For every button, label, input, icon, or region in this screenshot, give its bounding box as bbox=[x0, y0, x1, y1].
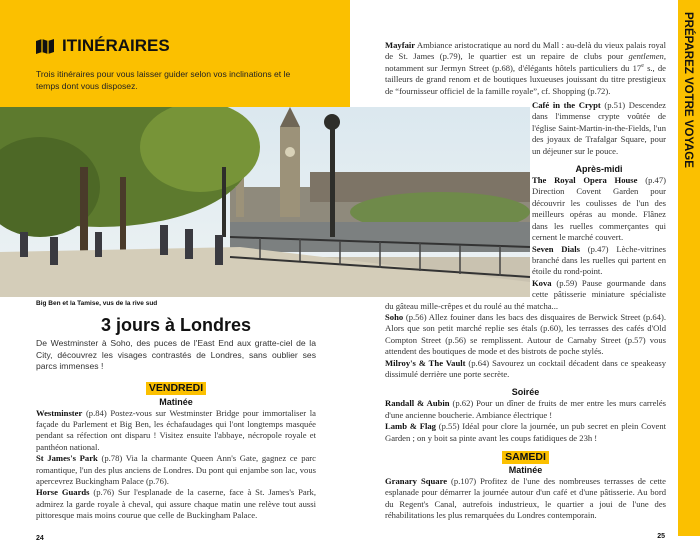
entry-text: (p.47) Lèche-vitrines branché dans les ruelles qui partent en étoile du rond-point. bbox=[532, 243, 666, 277]
entry-text: Ambiance aristocratique au nord du Mall : au-delà du vieux palais royal de St. James (p.79), le quartier est un repaire de clubs pour bbox=[385, 40, 666, 62]
photo-caption: Big Ben et la Tamise, vus de la rive sud bbox=[36, 300, 158, 307]
side-tab-label: PRÉPAREZ VOTRE VOYAGE bbox=[682, 12, 694, 168]
entry-lamb-flag bbox=[385, 421, 666, 444]
entry-text: (p.56) Allez fouiner dans les bacs des disquaires de Berwick Street bbox=[403, 311, 641, 322]
entry-name: Mayfair bbox=[385, 40, 416, 50]
period-heading: Soirée bbox=[511, 387, 540, 398]
entry-text: (p.62) Pour un dîner de fruits de mer entre les murs carrelés d'une ancienne boucherie. Ambiance électrique ! bbox=[385, 398, 666, 420]
entry-text: (p.107) Profitez de l'une des nombreuses terrasses de cette esplanade pour démarrer la journée autour d'un café et d'une pâtisserie. Au bord du Regent's Canal, autrefois industrieux, le quartier a joui de l'une des réhabilitations les plus remarquées du Londres contemporain. bbox=[385, 476, 666, 521]
itinerary-heading: 3 jours à Londres bbox=[100, 315, 252, 335]
entry-soho bbox=[385, 312, 666, 358]
period-heading: Matinée bbox=[508, 465, 543, 475]
right-page-flow bbox=[385, 40, 666, 541]
entry-text: (p.59) Pause gourmande dans cette pâtisserie miniature spécialiste du gâteau mille-crêpes et du roulé au thé matcha... bbox=[385, 277, 666, 311]
section-intro: Trois itinéraires pour vous laisser guider selon vos inclinations et le temps dont vous disposez. bbox=[36, 69, 291, 91]
entry-soho-continued: (p.64). Alors que son petit marché replie ses étals (p.60), les terrasses des cafés d'Old Compton Street (p.56) se remplissent. Autour de Carnaby Street (p.57) vous attendent des boutiques de mode et des bistrots de poche stylés. bbox=[385, 311, 666, 357]
itinerary-entries bbox=[36, 408, 316, 522]
entry-italic: gentlemen bbox=[628, 51, 664, 62]
superscript: e bbox=[641, 62, 644, 69]
map-icon bbox=[36, 39, 54, 54]
left-page-flow bbox=[36, 299, 316, 543]
entry-name: Milroy's & The Vault bbox=[385, 357, 466, 368]
entry-horse-guards bbox=[36, 487, 316, 521]
day-badge: VENDREDI bbox=[146, 382, 206, 395]
entry-mayfair bbox=[385, 40, 666, 97]
entry-granary-square bbox=[385, 476, 666, 522]
page-number-right: 25 bbox=[657, 532, 665, 540]
period-heading: Matinée bbox=[159, 396, 193, 407]
entry-name: Soho bbox=[385, 311, 404, 322]
page-number-left: 24 bbox=[36, 534, 44, 542]
entry-text: (p.78) Via la charmante Queen Ann's Gate, gagnez ce parc romantique, l'un des plus anciens de Londres. Du pont qui enjambe son lac, vous apercevrez Buckingham Palace (p.76). bbox=[36, 453, 316, 486]
section-title-text: ITINÉRAIRES bbox=[62, 36, 170, 55]
entry-st-james-park bbox=[36, 453, 316, 487]
entry-name: Westminster bbox=[36, 407, 83, 418]
entry-name: Granary Square bbox=[385, 476, 448, 486]
itinerary-lead: De Westminster à Soho, des puces de l'East End aux gratte-ciel de la City, découvrez les visages contrastés de Londres, sans oublier ses parcs immenses ! bbox=[36, 338, 316, 371]
entry-text: (p.84) Postez-vous sur Westminster Bridge pour immortaliser la façade du Parlement et Big Ben, les échafaudages qui l'ont longtemps masquée pendant sa réfection ont disparu ! Visitez ensuite l'abbaye, nécropole royale et panthéon national. bbox=[36, 407, 316, 452]
entry-randall-aubin bbox=[385, 398, 666, 421]
day-badge: SAMEDI bbox=[502, 451, 549, 464]
entry-name: Horse Guards bbox=[36, 487, 90, 498]
entry-name: Kova bbox=[532, 277, 552, 288]
entry-text: (p.51) Descendez dans l'immense crypte voûtée de l'église Saint-Martin-in-the-Fields, l'un des joyaux de Trafalgar Square, pour un déjeuner sur le pouce. bbox=[532, 100, 666, 156]
entry-name: St James's Park bbox=[36, 453, 98, 464]
entry-text: (p.76) Sur l'esplanade de la caserne, face à St. James's Park, admirez la garde royale à cheval, qui assure chaque matin une relève tout aussi pittoresque mais moins courue que celle de Buckingham Palace. bbox=[36, 487, 316, 521]
entry-text: (p.47) Direction Covent Garden pour découvrir les coulisses de l'un des meilleurs opéras au monde. Flânez dans les ruelles commerçantes qui cernent le marché couvert. bbox=[532, 175, 666, 243]
entry-text: (p.64) Savourez un cocktail décadent dans ce speakeasy dissimulé derrière une porte secrète. bbox=[385, 357, 666, 379]
entry-name: The Royal Opera House bbox=[532, 175, 638, 186]
entry-text: s., de tailleurs de grand renom et de boutiques luxueuses jouissant du titre prestigieux de “fournisseur officiel de la famille royale”, cf. Shopping (p.72). bbox=[385, 62, 666, 96]
photo-wrap-spacer bbox=[385, 97, 532, 300]
entry-text: , notamment sur Jermyn Street (p.68), d'élégants hôtels particuliers du 17 bbox=[385, 51, 666, 73]
entry-name: Randall & Aubin bbox=[385, 398, 450, 409]
entry-name: Café in the Crypt bbox=[532, 100, 601, 111]
period-heading: Après-midi bbox=[575, 164, 623, 175]
entry-text: (p.55) Idéal pour clore la journée, un pub secret en plein Covent Garden ; on y boit sa pinte avant les coups fatidiques de 23h ! bbox=[385, 421, 667, 443]
entry-westminster bbox=[36, 408, 316, 454]
side-tab bbox=[678, 0, 700, 536]
entry-name: Seven Dials bbox=[532, 243, 580, 254]
entry-name: Lamb & Flag bbox=[385, 421, 436, 432]
section-title bbox=[36, 36, 170, 56]
entry-milroys bbox=[385, 358, 666, 381]
